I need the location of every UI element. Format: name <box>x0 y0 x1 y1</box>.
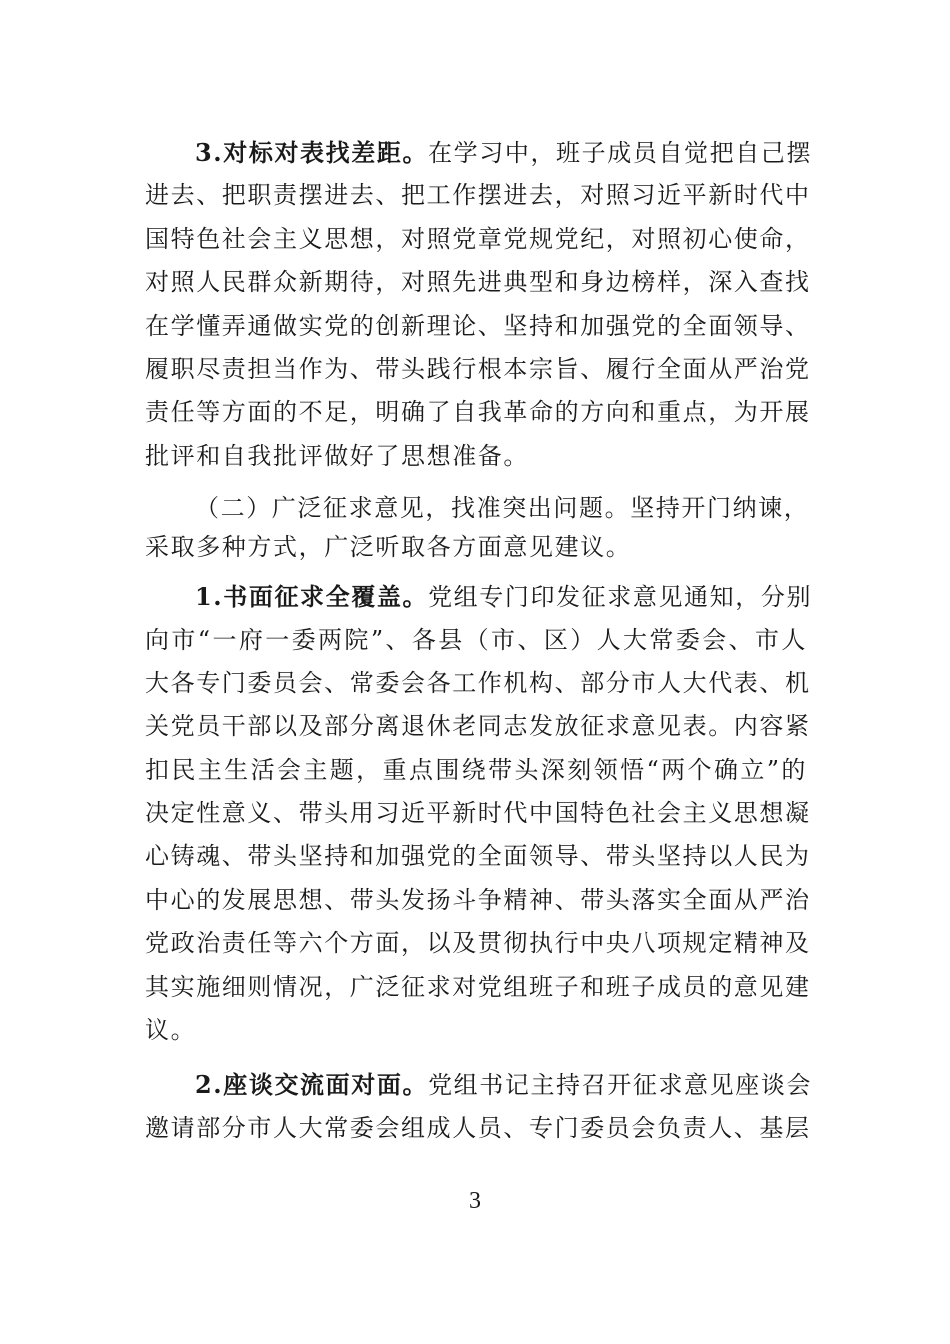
line-text: 采取多种方式，广泛听取各方面意见建议。 <box>145 533 632 562</box>
line-text: 关党员干部以及部分离退休老同志发放征求意见表。内容紧 <box>145 712 811 741</box>
line-text: 其实施细则情况，广泛征求对党组班子和班子成员的意见建 <box>145 972 811 1001</box>
text-line <box>145 391 811 434</box>
line-text: 对照人民群众新期待，对照先进典型和身边榜样，深入查找 <box>145 268 811 297</box>
paragraph <box>145 1063 813 1150</box>
line-text: 党组专门印发征求意见通知，分别 <box>428 583 813 612</box>
text-line <box>145 662 811 705</box>
line-text: 在学习中，班子成员自觉把自己摆 <box>428 139 813 167</box>
line-text: 党组书记主持召开征求意见座谈会 <box>428 1071 813 1100</box>
text-line <box>145 131 813 174</box>
line-text: 邀请部分市人大常委会组成人员、专门委员会负责人、基层 <box>145 1113 811 1142</box>
text-line <box>145 1063 813 1106</box>
text-line <box>145 619 807 662</box>
line-text: 决定性意义、带头用习近平新时代中国特色社会主义思想凝 <box>145 799 811 828</box>
line-text: 向市“一府一委两院”、各县（市、区）人大常委会、市人 <box>145 625 807 654</box>
line-text: （二）广泛征求意见，找准突出问题。坚持开门纳谏， <box>195 494 810 523</box>
text-line <box>145 435 807 478</box>
paragraph <box>145 489 810 567</box>
text-line <box>145 348 811 391</box>
line-text: 扣民主生活会主题，重点围绕带头深刻领悟“两个确立”的 <box>145 755 807 784</box>
text-line <box>145 749 807 792</box>
page-number: 3 <box>469 1188 481 1214</box>
line-text: 议。 <box>145 1016 197 1045</box>
text-line <box>145 966 811 1009</box>
line-text: 大各专门委员会、常委会各工作机构、部分市人大代表、机 <box>145 668 811 697</box>
line-text: 进去、把职责摆进去、把工作摆进去，对照习近平新时代中 <box>145 181 811 210</box>
text-line <box>145 879 811 922</box>
paragraph <box>145 131 813 478</box>
line-text: 履职尽责担当作为、带头践行根本宗旨、履行全面从严治党 <box>145 354 811 383</box>
text-line <box>145 792 811 835</box>
text-line <box>145 922 811 965</box>
section-heading: 1.书面征求全覆盖。 <box>195 582 429 612</box>
line-text: 责任等方面的不足，明确了自我革命的方向和重点，为开展 <box>145 398 811 427</box>
text-line <box>145 305 811 348</box>
text-line <box>145 528 807 567</box>
paragraph <box>145 575 813 1052</box>
text-line <box>145 575 813 618</box>
line-text: 心铸魂、带头坚持和加强党的全面领导、带头坚持以人民为 <box>145 842 811 871</box>
text-line <box>145 1107 811 1150</box>
section-heading: 2.座谈交流面对面。 <box>195 1070 429 1100</box>
line-text: 国特色社会主义思想，对照党章党规党纪，对照初心使命， <box>145 224 811 253</box>
text-line <box>145 835 811 878</box>
line-text: 批评和自我批评做好了思想准备。 <box>145 441 529 470</box>
text-line <box>145 705 811 748</box>
text-line <box>145 174 811 217</box>
text-line <box>145 489 810 528</box>
document-body <box>145 131 813 1150</box>
line-text: 在学懂弄通做实党的创新理论、坚持和加强党的全面领导、 <box>145 311 811 340</box>
line-text: 党政治责任等六个方面，以及贯彻执行中央八项规定精神及 <box>145 929 811 958</box>
text-line <box>145 261 811 304</box>
text-line <box>145 1009 807 1052</box>
section-heading: 3.对标对表找差距。 <box>195 138 429 167</box>
text-line <box>145 218 811 261</box>
line-text: 中心的发展思想、带头发扬斗争精神、带头落实全面从严治 <box>145 885 811 914</box>
